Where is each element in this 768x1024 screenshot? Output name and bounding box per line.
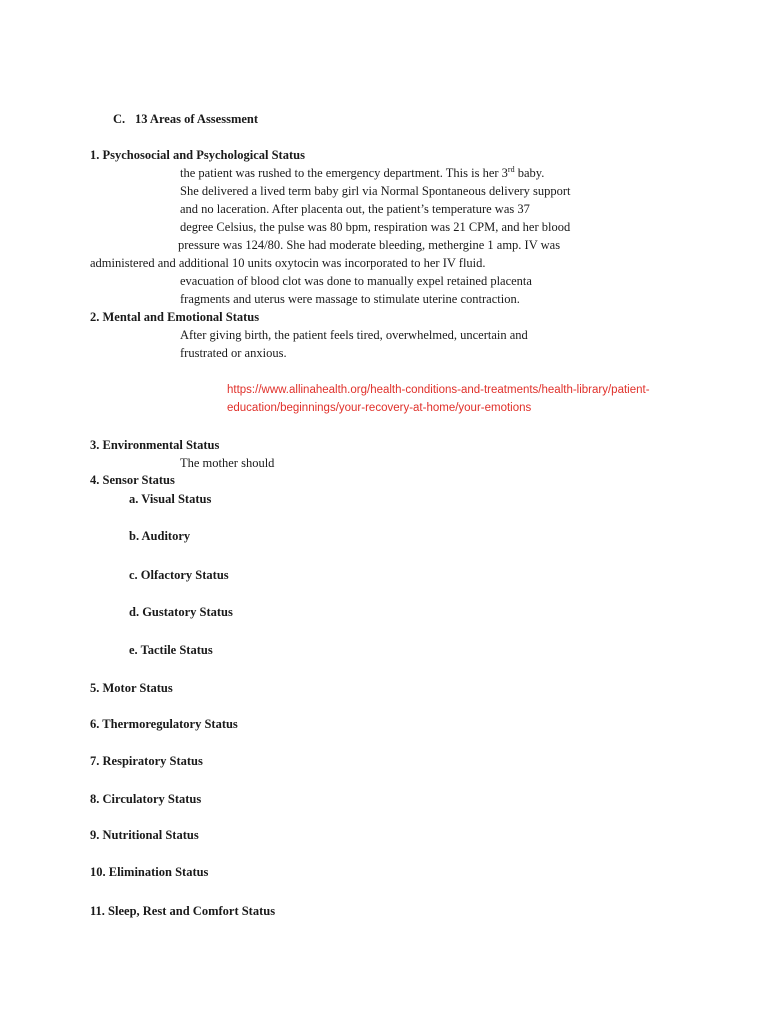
psychosocial-line-5: pressure was 124/80. She had moderate bleeding, methergine 1 amp. IV was bbox=[178, 238, 561, 252]
psychosocial-line-3: and no laceration. After placenta out, the patient’s temperature was 37 bbox=[180, 202, 530, 216]
reference-link-line-2[interactable]: education/beginnings/your-recovery-at-home/your-emotions bbox=[227, 402, 532, 414]
sensor-item-olfactory: c. Olfactory Status bbox=[129, 568, 229, 582]
heading-mental: 2. Mental and Emotional Status bbox=[90, 310, 260, 324]
heading-sleep-rest-comfort: 11. Sleep, Rest and Comfort Status bbox=[90, 904, 276, 918]
environmental-line-1: The mother should bbox=[180, 456, 275, 470]
psychosocial-line-1: the patient was rushed to the emergency department. This is her 3rd baby. bbox=[180, 165, 545, 180]
sensor-item-visual: a. Visual Status bbox=[129, 492, 212, 506]
heading-motor: 5. Motor Status bbox=[90, 681, 173, 695]
heading-elimination: 10. Elimination Status bbox=[90, 865, 209, 879]
heading-nutritional: 9. Nutritional Status bbox=[90, 828, 199, 842]
heading-environmental: 3. Environmental Status bbox=[90, 438, 220, 452]
mental-line-2: frustrated or anxious. bbox=[180, 346, 287, 360]
heading-circulatory: 8. Circulatory Status bbox=[90, 792, 202, 806]
mental-line-1: After giving birth, the patient feels tired, overwhelmed, uncertain and bbox=[180, 328, 528, 342]
reference-link-line-1[interactable]: https://www.allinahealth.org/health-conditions-and-treatments/health-library/patient- bbox=[227, 384, 650, 396]
sensor-item-tactile: e. Tactile Status bbox=[129, 643, 213, 657]
psychosocial-line-2: She delivered a lived term baby girl via Normal Spontaneous delivery support bbox=[180, 184, 571, 198]
section-letter: C. bbox=[113, 112, 126, 126]
sensor-item-auditory: b. Auditory bbox=[129, 529, 191, 543]
heading-psychosocial: 1. Psychosocial and Psychological Status bbox=[90, 148, 305, 162]
psychosocial-line-7: evacuation of blood clot was done to manually expel retained placenta bbox=[180, 274, 532, 288]
heading-respiratory: 7. Respiratory Status bbox=[90, 754, 203, 768]
heading-sensor: 4. Sensor Status bbox=[90, 473, 175, 487]
psychosocial-line-4: degree Celsius, the pulse was 80 bpm, respiration was 21 CPM, and her blood bbox=[180, 220, 571, 234]
heading-thermoregulatory: 6. Thermoregulatory Status bbox=[90, 717, 238, 731]
psychosocial-line-6: administered and additional 10 units oxytocin was incorporated to her IV fluid. bbox=[90, 256, 486, 270]
sensor-item-gustatory: d. Gustatory Status bbox=[129, 605, 233, 619]
section-title: 13 Areas of Assessment bbox=[135, 112, 259, 126]
psychosocial-line-8: fragments and uterus were massage to stimulate uterine contraction. bbox=[180, 292, 520, 306]
